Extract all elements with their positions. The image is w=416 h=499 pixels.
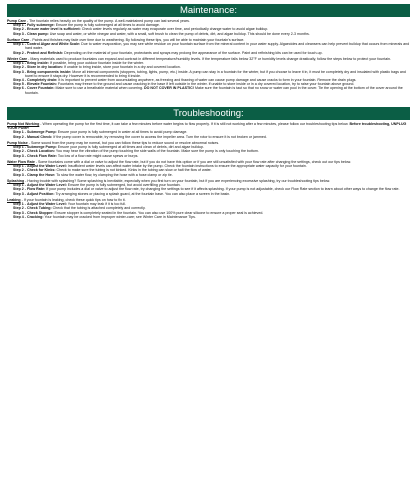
winter-care-section (7, 57, 410, 95)
section-label: Pump Care (7, 19, 26, 23)
step: Step 2 - Manual Check: If the pump cover is removable, try removing the cover to access the impeller area. Turn the rotor to ensure it is not broken or jammed. (13, 134, 267, 139)
maintenance-banner: Maintenance: (7, 4, 410, 17)
step: Step 2 - Check Tubing: Check that the tubing is attached completely and correctly. (13, 206, 146, 211)
step: Step 1 - Bring inside: If possible, bring your outdoor fountain inside for the winter. (13, 61, 145, 66)
section-intro: - When operating the pump for the first time, it can take a few minutes before water begins to flow properly. If it is still not working after a few minutes, please follow our troubleshooting tips below. (39, 122, 350, 127)
step: Step 6 - Cover Fountain: Make sure to use a breathable material when covering. DO NOT COVER IN PLASTIC! Make sure the fountain is taut so that no snow or water can pool in the cover. Tie the opening at the bottom of the cover around the fountain. (13, 86, 403, 95)
step: Step 3 - Bring components inside: Move all internal components (stoppers, tubing, lights, pump, etc.) inside. A pump can stay in a fountain for the winter, but if you choose to leave it in, it must be completely dry and insulated with plastic bags and towel to ensure it stays dry. However it is recommended to bring it inside. (13, 69, 406, 78)
section-label: Splashing (7, 179, 25, 184)
pump-care-section (7, 19, 410, 36)
step: Step 4 - Cracking: Your fountain may be cracked from improper winter-care; see Winter Care in Maintenance Tips. (13, 214, 196, 219)
step: Step 3 - Clean pump: Use soap and water, or white vinegar and water, with a small, soft brush to clean the pump of debris, dirt, and algae buildup. This should be done every 2-3 months. (13, 31, 310, 36)
step: Step 3 - Check Flow Rate: Too low of a flow rate might cause spews or burps. (13, 153, 139, 158)
step: Step 5 - Elevate Fountain: Fountains may freeze to the ground and cause cracking in the base if left outside in the winter. If unable to store inside or in a dry covered location, try to raise your fountain above ground. (13, 82, 355, 87)
step: Step 1 - Submerge Pump: Ensure your pump is fully submerged at all times and clean of debris, dirt and algae buildup. (13, 145, 204, 150)
pump-noise-section (7, 141, 410, 158)
section-intro: - The fountain relies heavily on the quality of the pump. A well-maintained pump can last several years. (25, 19, 190, 23)
section-label: Water Flow Rate (7, 160, 35, 165)
section-label: Leaking (7, 198, 21, 203)
section-intro: - Many materials used to produce fountains can expand and contract in different temperature/humidity levels. If the temperature falls below 32°F or humidity levels change drastically, follow the steps below to protect your fountain. (27, 57, 392, 61)
pump-not-working-section: Pump Not Working - When operating the pump for the first time, it can take a few minutes before water begins to flow properly. If it is still not working after a few minutes, please follow our troubleshooting tips below. Before troubleshooting, UNPLUG YOUR PUMP. Step 1 - Submerge Pump: Ensure your pump is fully submerged in water at all times to avoid pump damage. Step 2 - Manual Check: If the pump cover is removable, try removing the cover to access the impeller area. Turn the rotor to ensure it is not broken or jammed. (7, 122, 410, 139)
step: Step 2 - Store in dry location: If unable to bring inside, store your fountain in a dry and covered location. (13, 65, 181, 70)
section-intro: - Paints and finishes may fade over time due to weathering. By following these tips, you will be able to maintain your fountain's surface. (29, 38, 245, 42)
section-label: Winter Care (7, 57, 28, 61)
step: Step 2 - Flow Rate: If your pump includes a dial or valve to adjust the flow rate, try changing the settings to see if it affects splashing. If your pump is not adjustable, check our Flow Rate section to learn about other ways to change the flow rate. (13, 187, 400, 192)
splashing-section (7, 179, 410, 196)
step: Step 4 - Completely drain: It is important to prevent water from accumulating anywhere, as freezing and thawing of water can cause pump damage and cause cracks to form in your fountain. Remove the drain plugs. (13, 78, 357, 83)
section-intro: - Some sound from the pump may be normal, but you can follow these tips to reduce sound or resolve abnormal noises. (27, 141, 220, 146)
step: Step 3 - Adjust Position: Try arranging stones or placing a splash guard, at the fountain base. You can also place a screen in the basin. (13, 191, 231, 196)
section-label: Pump Noise (7, 141, 28, 146)
section-intro: - Some fountains come with a dial or valve to adjust the flow rate, but if you do not have this option or if you are still unsatisfied with your flow rate after changing the settings, check out our tips below. (34, 160, 352, 165)
step: Step 1 - Submerge Pump: Ensure your pump is fully submerged in water at all times to avoid pump damage. (13, 130, 188, 135)
step: Step 1 - Adjust the Water Level: Your fountain may leak if it is too full. (13, 202, 126, 207)
surface-care-section (7, 38, 410, 55)
step: Step 3 - Check Stopper: Ensure stopper is completely seated in the fountain. You can also use 100% pure clear silicone to ensure a proper seal is achieved. (13, 210, 264, 215)
step: Step 2 - Protect and Refinish: Depending on the material of your fountain, protectants and sprays may prolong the appearance of the surface. Paint and refinishing kits can be used for touch-up. (13, 50, 323, 55)
section-intro: - If your fountain is leaking, check these quick tips on how to fix it. (20, 198, 126, 203)
step: Step 1 - Control Algae and White Scale: Due to water evaporation, you may see white residue on your fountain surface from the mineral content in your water supply. Algaecides and cleansers can help prevent buildup that occurs from minerals and hard water. (13, 42, 410, 51)
section-label: Surface Care (7, 38, 30, 42)
step: Step 1 - Fully submerge: Ensure the pump is fully submerged at all times to avoid damage. (13, 23, 160, 28)
step: Step 1 - Adjust the Water Level: Insufficient water levels can affect water intake by the pump. Check the fountain instructions to ensure the appropriate water capacity for your fountain. (13, 164, 307, 169)
document (7, 4, 410, 221)
step: Step 2 - Ensure water level is sufficient: Check water levels regularly as water may evaporate over time, and periodically change water to avoid algae buildup. (13, 27, 269, 32)
step: Step 2 - Check for Kinks: Check to make sure the tubing is not kinked. Kinks in the tubing can slow or halt the flow of water. (13, 168, 212, 173)
section-intro: - Having trouble with splashing? Some splashing is inevitable, especially when you first turn on your fountain, but if you are experiencing excessive splashing, try our troubleshooting tips below. (24, 179, 331, 184)
water-flow-rate-section (7, 160, 410, 177)
troubleshooting-banner: Troubleshooting: (7, 107, 410, 120)
step: Step 3 - Clamp the Hose: To slow the water flow, try clamping the hose with a hose clamp or zip tie. (13, 172, 173, 177)
section-label: Pump Not Working (7, 122, 40, 127)
leaking-section (7, 198, 410, 219)
step: Step 1 - Adjust the Water Level: Ensure the pump is fully submerged, but avoid overfilling your fountain. (13, 183, 181, 188)
step: Step 2 - Check Location: You may hear the vibration of the pump touching the side walls of the fountain. Make sure the pump is only touching the bottom. (13, 149, 259, 154)
